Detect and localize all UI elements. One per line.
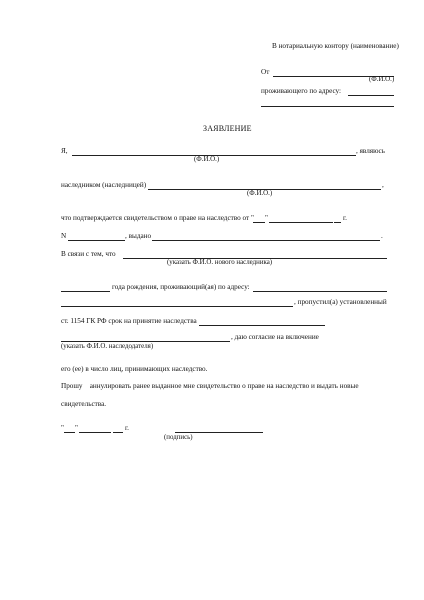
line3-month-field <box>269 222 333 223</box>
date-year-suffix: г. <box>125 424 129 432</box>
residing-line-1 <box>348 95 394 96</box>
line6-address-field <box>253 291 387 292</box>
date-quote-open: " <box>61 424 64 432</box>
line2-prefix: наследником (наследницей) <box>61 181 147 189</box>
residing-label: проживающего по адресу: <box>261 87 342 95</box>
date-month-field <box>79 432 111 433</box>
line3-day-field <box>253 222 265 223</box>
line11-text: Прошу аннулировать ранее выданное мне свидетельство о праве на наследство и выдать новые <box>61 382 359 390</box>
line1-suffix: , являюсь <box>356 147 385 155</box>
line1-caption: (Ф.И.О.) <box>194 156 220 163</box>
line3-suffix: г. <box>343 214 347 222</box>
line4-number-field <box>68 240 125 241</box>
date-year-field <box>113 432 123 433</box>
line4-mid: , выдано <box>125 232 152 240</box>
signature-line <box>175 432 263 433</box>
line6-text: года рождения, проживающий(ая) по адресу: <box>112 283 250 291</box>
date-quote-close: " <box>75 424 78 432</box>
line2-caption: (Ф.И.О.) <box>247 190 273 197</box>
date-day-field <box>64 432 75 433</box>
document-title: ЗАЯВЛЕНИЕ <box>203 124 252 133</box>
line10-text: его (ее) в число лиц, принимающих наследство. <box>61 365 208 373</box>
line4-prefix: N <box>61 232 67 240</box>
line12-text: свидетельства. <box>61 400 107 408</box>
notary-office-label: В нотариальную контору (наименование) <box>272 42 399 50</box>
line9-suffix: , даю согласие на включение <box>231 333 319 341</box>
line9-field <box>61 341 230 342</box>
line5-prefix: В связи с тем, что <box>61 250 116 258</box>
line8-text: ст. 1154 ГК РФ срок на принятие наследства <box>61 317 197 325</box>
line5-caption: (указать Ф.И.О. нового наследника) <box>167 259 273 266</box>
line7-field <box>61 306 293 307</box>
header-fio-caption: (Ф.И.О.) <box>369 76 395 83</box>
from-label: От <box>261 68 270 76</box>
line3-prefix: что подтверждается свидетельством о праве на наследство от " <box>61 214 254 222</box>
line1-prefix: Я, <box>61 147 68 155</box>
line4-issuer-field <box>152 240 380 241</box>
line8-field <box>199 325 325 326</box>
line7-suffix: , пропустил(а) установленный <box>294 298 387 306</box>
signature-caption: (подпись) <box>164 434 193 441</box>
line3-mid: " <box>265 214 268 222</box>
line3-year-field <box>334 222 341 223</box>
line4-suffix: . <box>381 232 383 240</box>
line9-caption: (указать Ф.И.О. наследодателя) <box>61 343 154 350</box>
residing-line-2 <box>261 106 394 107</box>
line2-suffix: , <box>382 181 384 189</box>
line6-year-field <box>61 291 110 292</box>
